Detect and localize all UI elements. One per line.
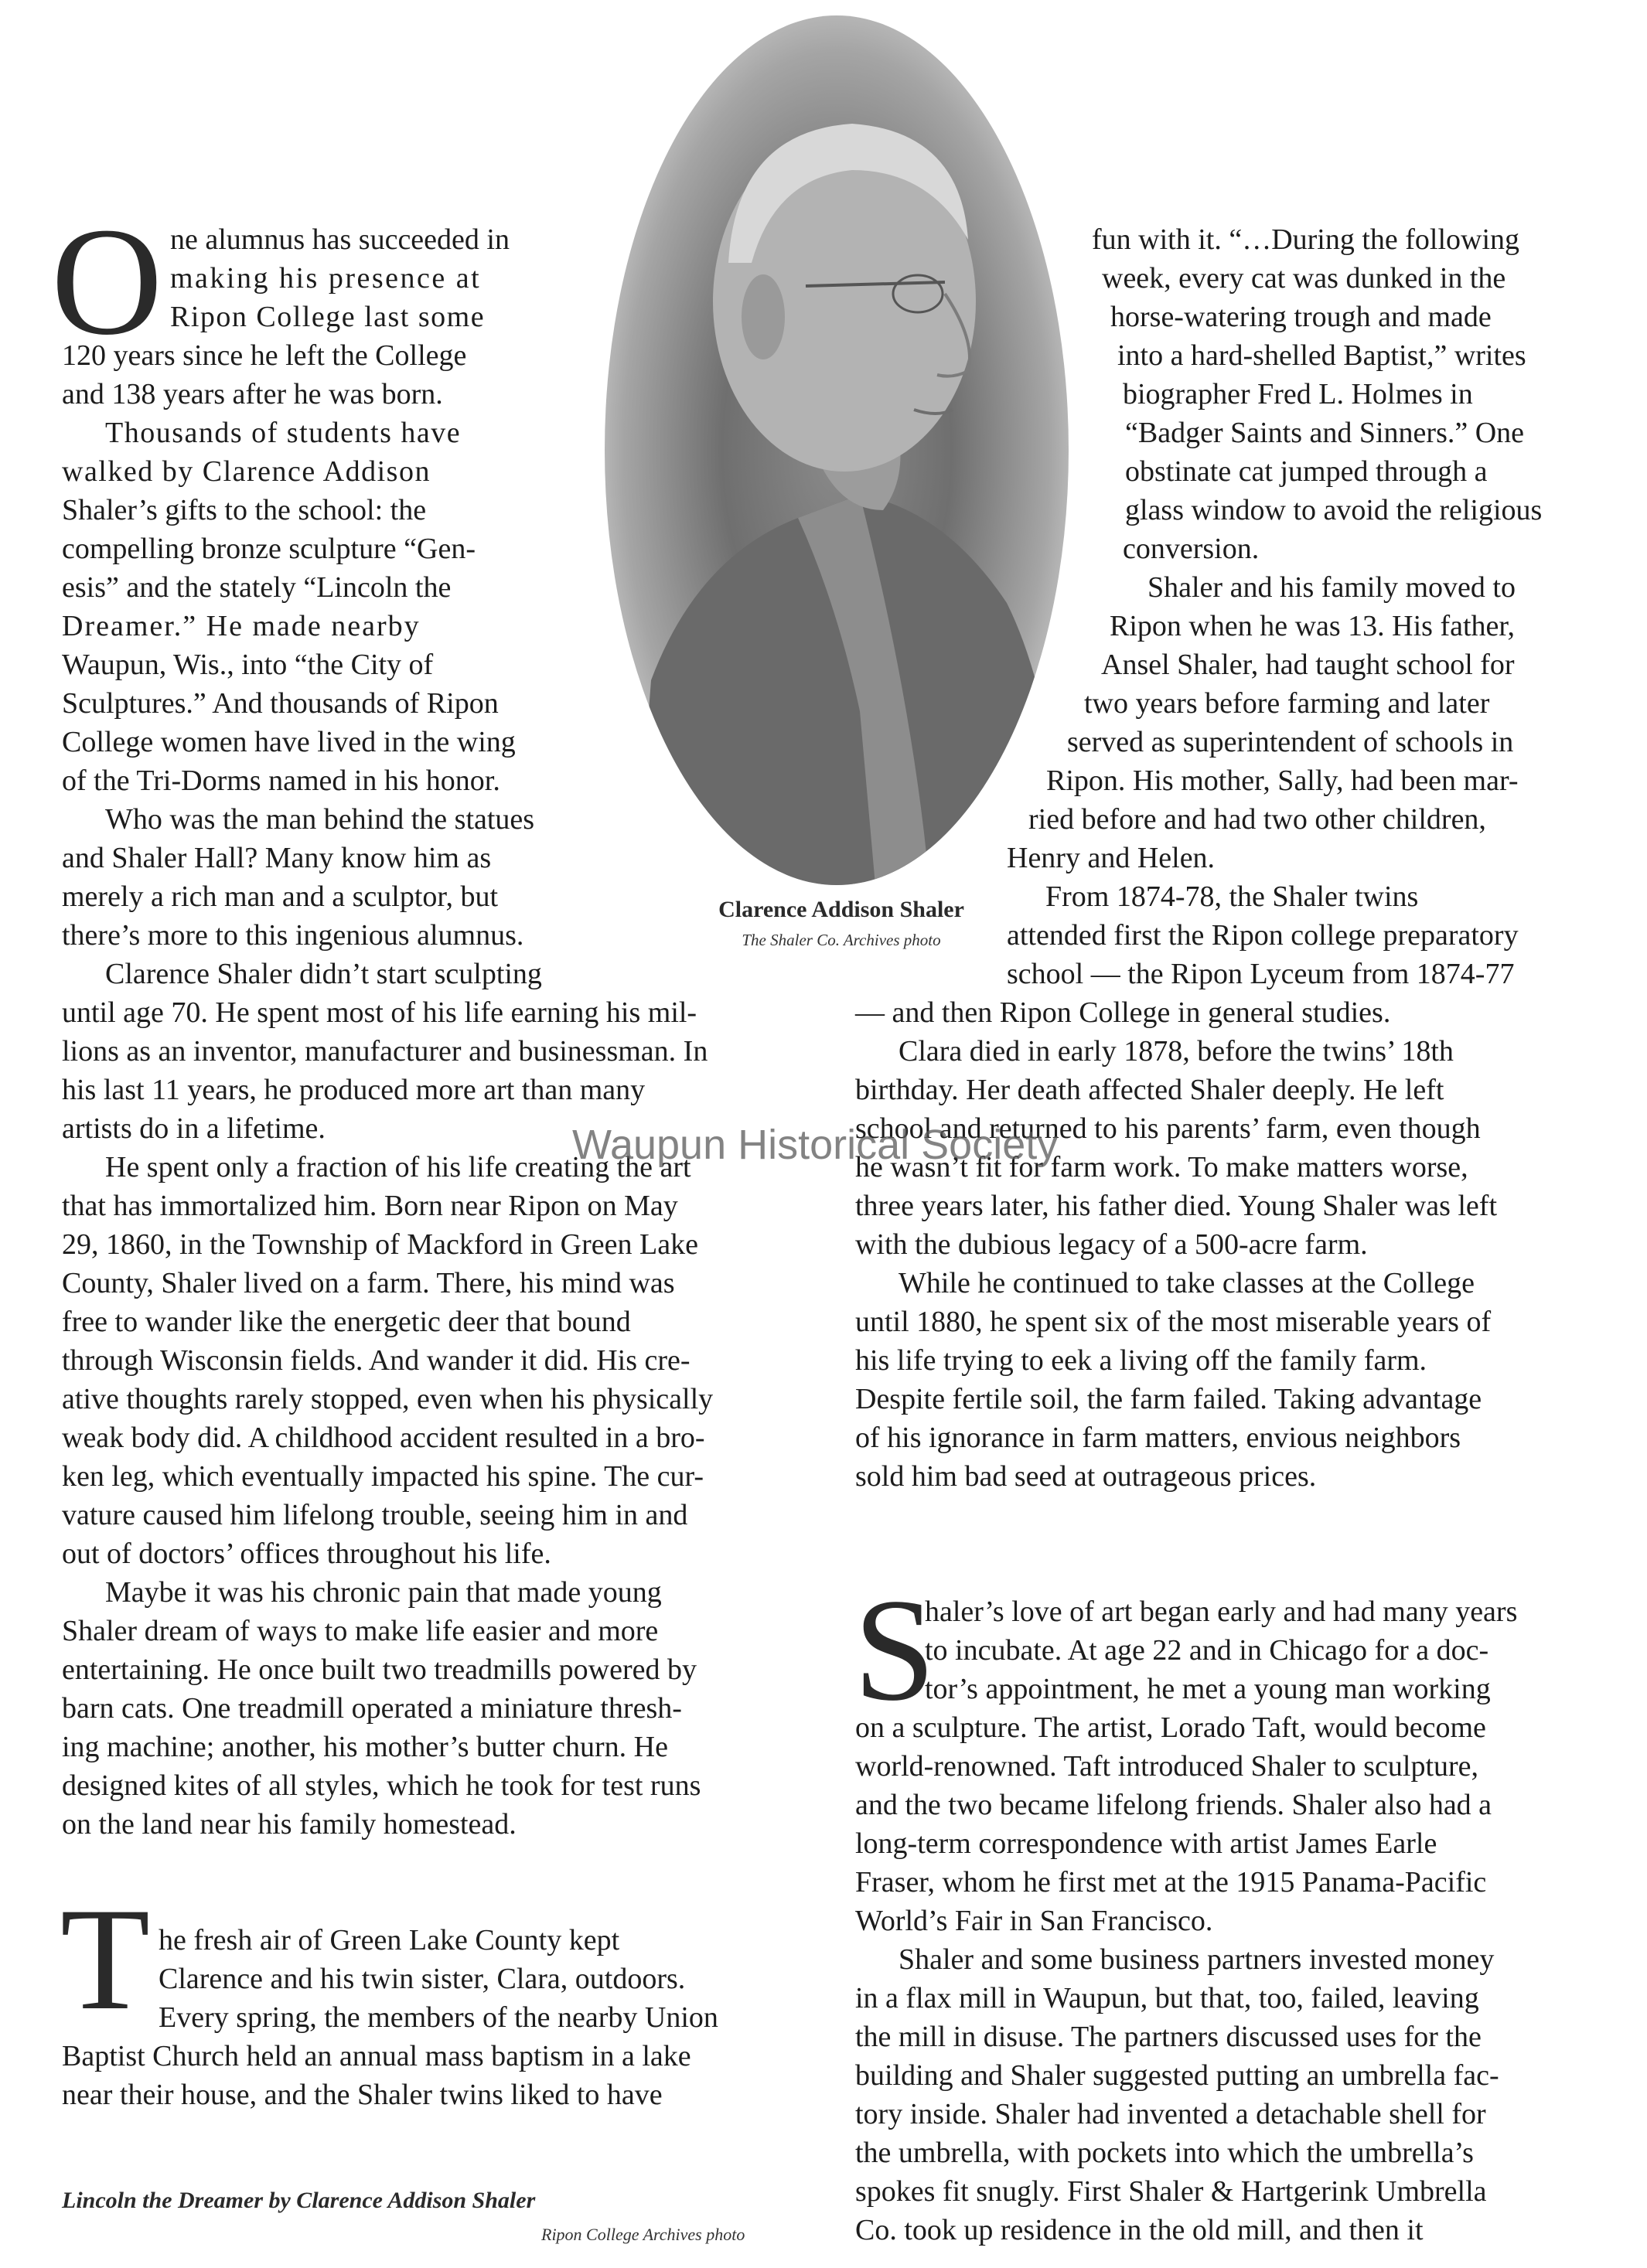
- text-line: Thousands of students have: [105, 417, 462, 449]
- text-line: until age 70. He spent most of his life earning his mil-: [62, 996, 697, 1029]
- text-line: week, every cat was dunked in the: [1102, 262, 1506, 295]
- text-line: Shaler’s gifts to the school: the: [62, 494, 427, 526]
- text-line: with the dubious legacy of a 500-acre farm.: [855, 1228, 1368, 1261]
- text-line: free to wander like the energetic deer that bound: [62, 1306, 631, 1338]
- text-line: Ripon when he was 13. His father,: [1110, 610, 1516, 642]
- portrait-credit: The Shaler Co. Archives photo: [742, 931, 941, 949]
- text-line: attended first the Ripon college preparatory: [1007, 919, 1519, 952]
- text-line: Fraser, whom he first met at the 1915 Panama-Pacific: [855, 1866, 1487, 1899]
- text-line: there’s more to this ingenious alumnus.: [62, 919, 524, 952]
- text-line: compelling bronze sculpture “Gen-: [62, 533, 476, 565]
- text-line: that has immortalized him. Born near Ripon on May: [62, 1190, 678, 1222]
- text-line: tor’s appointment, he met a young man working: [925, 1673, 1491, 1705]
- text-line: to incubate. At age 22 and in Chicago for a doc-: [925, 1634, 1489, 1667]
- text-line: horse-watering trough and made: [1110, 301, 1492, 333]
- bottom-photo-credit: Ripon College Archives photo: [541, 2225, 745, 2244]
- text-line: haler’s love of art began early and had many years: [925, 1595, 1518, 1628]
- text-line: Henry and Helen.: [1007, 842, 1216, 874]
- text-line: out of doctors’ offices throughout his life.: [62, 1538, 551, 1570]
- text-line: he wasn’t fit for farm work. To make matters worse,: [855, 1151, 1468, 1183]
- text-line: Baptist Church held an annual mass baptism in a lake: [62, 2040, 691, 2072]
- text-line: Co. took up residence in the old mill, and then it: [855, 2214, 1424, 2246]
- text-line: Maybe it was his chronic pain that made young: [105, 1576, 662, 1609]
- text-line: two years before farming and later: [1084, 687, 1490, 720]
- text-line: fun with it. “…During the following: [1092, 223, 1520, 256]
- text-line: lions as an inventor, manufacturer and businessman. In: [62, 1035, 708, 1068]
- text-line: glass window to avoid the religious: [1125, 494, 1543, 526]
- text-line: birthday. Her death affected Shaler deeply. He left: [855, 1074, 1444, 1106]
- portrait-caption: Clarence Addison Shaler: [718, 897, 964, 922]
- text-line: making his presence at: [170, 262, 482, 295]
- text-line: and 138 years after he was born.: [62, 378, 443, 410]
- text-line: entertaining. He once built two treadmills powered by: [62, 1653, 697, 1686]
- text-line: building and Shaler suggested putting an umbrella fac-: [855, 2059, 1499, 2092]
- text-line: until 1880, he spent six of the most miserable years of: [855, 1306, 1492, 1338]
- text-line: biographer Fred L. Holmes in: [1123, 378, 1473, 410]
- text-line: From 1874-78, the Shaler twins: [1045, 880, 1419, 913]
- text-line: While he continued to take classes at the College: [899, 1267, 1475, 1299]
- portrait-photo: [605, 15, 1069, 885]
- text-line: Shaler and some business partners invested money: [899, 1943, 1495, 1976]
- text-line: of his ignorance in farm matters, envious neighbors: [855, 1422, 1461, 1454]
- text-line: Every spring, the members of the nearby Union: [159, 2001, 718, 2034]
- text-line: into a hard-shelled Baptist,” writes: [1117, 339, 1526, 372]
- text-line: his life trying to eek a living off the family farm.: [855, 1344, 1427, 1377]
- text-line: Sculptures.” And thousands of Ripon: [62, 687, 499, 720]
- text-line: served as superintendent of schools in: [1067, 726, 1514, 758]
- text-line: he fresh air of Green Lake County kept: [159, 1924, 620, 1956]
- drop-cap-s: S: [854, 1569, 936, 1732]
- text-line: Despite fertile soil, the farm failed. Taking advantage: [855, 1383, 1482, 1415]
- text-line: tory inside. Shaler had invented a detachable shell for: [855, 2098, 1486, 2130]
- text-line: his last 11 years, he produced more art than many: [62, 1074, 646, 1106]
- text-line: three years later, his father died. Young Shaler was left: [855, 1190, 1498, 1222]
- text-line: Ansel Shaler, had taught school for: [1101, 649, 1515, 681]
- text-line: Dreamer.” He made nearby: [62, 610, 421, 642]
- text-line: and the two became lifelong friends. Shaler also had a: [855, 1789, 1492, 1821]
- text-line: obstinate cat jumped through a: [1125, 455, 1488, 488]
- text-line: school and returned to his parents’ farm, even though: [855, 1112, 1481, 1145]
- text-line: Clara died in early 1878, before the twins’ 18th: [899, 1035, 1454, 1068]
- text-line: Waupun, Wis., into “the City of: [62, 649, 434, 681]
- text-line: College women have lived in the wing: [62, 726, 516, 758]
- text-line: ative thoughts rarely stopped, even when his physically: [62, 1383, 714, 1415]
- text-line: vature caused him lifelong trouble, seeing him in and: [62, 1499, 688, 1531]
- text-line: He spent only a fraction of his life creating the art: [105, 1151, 691, 1183]
- text-line: ing machine; another, his mother’s butter churn. He: [62, 1731, 668, 1763]
- text-line: of the Tri-Dorms named in his honor.: [62, 765, 500, 797]
- text-line: on the land near his family homestead.: [62, 1808, 517, 1841]
- text-line: spokes fit snugly. First Shaler & Hartgerink Umbrella: [855, 2175, 1487, 2208]
- text-line: conversion.: [1123, 533, 1260, 565]
- text-line: weak body did. A childhood accident resulted in a bro-: [62, 1422, 705, 1454]
- text-line: World’s Fair in San Francisco.: [855, 1905, 1213, 1937]
- text-line: merely a rich man and a sculptor, but: [62, 880, 499, 913]
- text-line: Clarence and his twin sister, Clara, outdoors.: [159, 1963, 686, 1995]
- text-line: ne alumnus has succeeded in: [170, 223, 510, 256]
- text-line: Who was the man behind the statues: [105, 803, 535, 836]
- text-line: artists do in a lifetime.: [62, 1112, 326, 1145]
- text-line: near their house, and the Shaler twins liked to have: [62, 2079, 663, 2111]
- text-line: world-renowned. Taft introduced Shaler to sculpture,: [855, 1750, 1479, 1783]
- text-line: Clarence Shaler didn’t start sculpting: [105, 958, 542, 990]
- text-line: the mill in disuse. The partners discussed uses for the: [855, 2021, 1482, 2053]
- text-line: Ripon. His mother, Sally, had been mar-: [1046, 765, 1519, 797]
- drop-cap-o: O: [51, 196, 163, 367]
- drop-cap-t: T: [60, 1878, 151, 2041]
- text-line: walked by Clarence Addison: [62, 455, 431, 488]
- text-line: ken leg, which eventually impacted his spine. The cur-: [62, 1460, 704, 1493]
- text-line: barn cats. One treadmill operated a miniature thresh-: [62, 1692, 682, 1725]
- text-line: County, Shaler lived on a farm. There, his mind was: [62, 1267, 675, 1299]
- text-line: sold him bad seed at outrageous prices.: [855, 1460, 1317, 1493]
- text-line: “Badger Saints and Sinners.” One: [1125, 417, 1525, 449]
- text-line: long-term correspondence with artist James Earle: [855, 1827, 1437, 1860]
- text-line: ried before and had two other children,: [1028, 803, 1486, 836]
- portrait-figure-icon: [605, 15, 1069, 885]
- text-line: Shaler and his family moved to: [1147, 571, 1516, 604]
- text-line: and Shaler Hall? Many know him as: [62, 842, 492, 874]
- text-line: through Wisconsin fields. And wander it did. His cre-: [62, 1344, 691, 1377]
- watermark: Waupun Historical Society: [572, 1122, 1059, 1168]
- text-line: — and then Ripon College in general studies.: [855, 996, 1391, 1029]
- text-line: the umbrella, with pockets into which the umbrella’s: [855, 2137, 1474, 2169]
- bottom-photo-caption: Lincoln the Dreamer by Clarence Addison Shaler: [62, 2188, 536, 2213]
- text-line: designed kites of all styles, which he took for test runs: [62, 1769, 701, 1802]
- text-line: Shaler dream of ways to make life easier and more: [62, 1615, 659, 1647]
- text-line: Ripon College last some: [170, 301, 486, 333]
- text-line: on a sculpture. The artist, Lorado Taft, would become: [855, 1711, 1486, 1744]
- text-line: school — the Ripon Lyceum from 1874-77: [1007, 958, 1515, 990]
- text-line: esis” and the stately “Lincoln the: [62, 571, 452, 604]
- text-line: 120 years since he left the College: [62, 339, 467, 372]
- text-line: in a flax mill in Waupun, but that, too, failed, leaving: [855, 1982, 1479, 2014]
- text-line: 29, 1860, in the Township of Mackford in Green Lake: [62, 1228, 698, 1261]
